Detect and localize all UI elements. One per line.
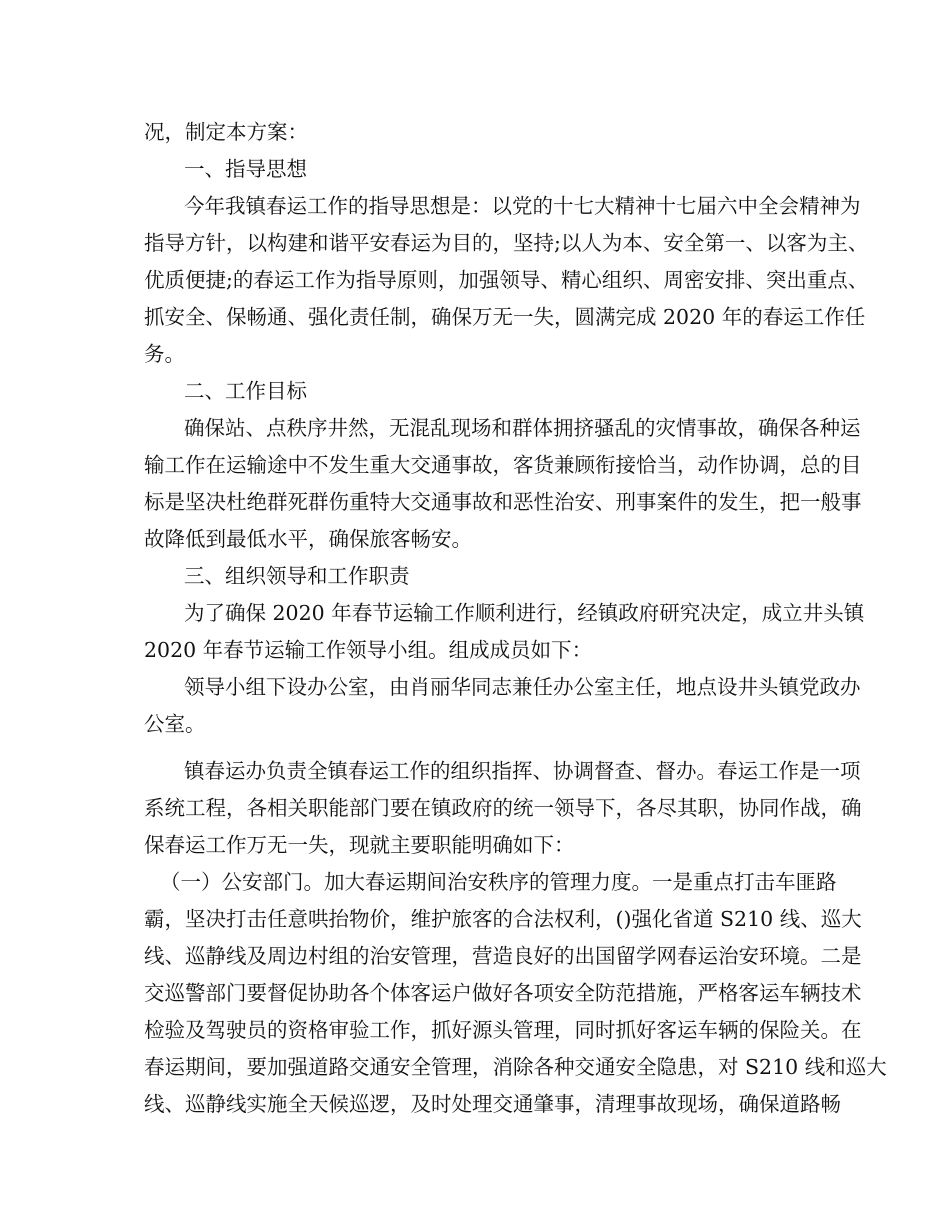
text-line: 2020 年春节运输工作领导小组。组成成员如下： [144, 638, 593, 662]
text-line: 为了确保 2020 年春节运输工作顺利进行，经镇政府研究决定，成立井头镇 [184, 601, 865, 625]
text-line: 故降低到最低水平，确保旅客畅安。 [144, 527, 472, 551]
text-line: 务。 [144, 342, 185, 366]
text-line: 交巡警部门要督促协助各个体客运户做好各项安全防范措施，严格客运车辆技术 [144, 981, 862, 1005]
text-line: 线、巡静线实施全天候巡逻，及时处理交通肇事，清理事故现场，确保道路畅 [144, 1092, 841, 1116]
text-line: 线、巡静线及周边村组的治安管理，营造良好的出国留学网春运治安环境。二是 [144, 944, 862, 968]
text-line: 公室。 [144, 712, 206, 736]
text-line: 霸，坚决打击任意哄抬物价，维护旅客的合法权利，()强化省道 S210 线、巡大 [144, 907, 862, 931]
text-line: 抓安全、保畅通、强化责任制，确保万无一失，圆满完成 2020 年的春运工作任 [144, 305, 866, 329]
text-line: 检验及驾驶员的资格审验工作，抓好源头管理，同时抓好客运车辆的保险关。在 [144, 1018, 862, 1042]
text-line: 镇春运办负责全镇春运工作的组织指挥、协调督查、督办。春运工作是一项 [184, 759, 861, 783]
text-line: 指导方针，以构建和谐平安春运为目的，坚持;以人为本、安全第一、以客为主、 [144, 231, 869, 255]
text-line: 确保站、点秩序井然，无混乱现场和群体拥挤骚乱的灾情事故，确保各种运 [184, 416, 861, 440]
text-line: 系统工程，各相关职能部门要在镇政府的统一领导下，各尽其职，协同作战，确 [144, 796, 862, 820]
section-heading-guiding-ideology: 一、指导思想 [184, 157, 307, 181]
text-line: 保春运工作万无一失，现就主要职能明确如下： [144, 833, 575, 857]
section-heading-organization: 三、组织领导和工作职责 [184, 564, 410, 588]
text-line: 优质便捷;的春运工作为指导原则，加强领导、精心组织、周密安排、突出重点、 [144, 268, 869, 292]
text-line: 标是坚决杜绝群死群伤重特大交通事故和恶性治安、刑事案件的发生，把一般事 [144, 490, 862, 514]
text-line: 春运期间，要加强道路交通安全管理，消除各种交通安全隐患，对 S210 线和巡大 [144, 1055, 887, 1079]
text-line: 输工作在运输途中不发生重大交通事故，客货兼顾衔接恰当，动作协调，总的目 [144, 453, 862, 477]
text-line: 领导小组下设办公室，由肖丽华同志兼任办公室主任，地点设井头镇党政办 [184, 675, 861, 699]
text-line: 今年我镇春运工作的指导思想是：以党的十七大精神十七届六中全会精神为 [184, 194, 861, 218]
section-heading-work-goals: 二、工作目标 [184, 379, 307, 403]
text-line: （一）公安部门。加大春运期间治安秩序的管理力度。一是重点打击车匪路 [160, 870, 837, 894]
text-line: 况，制定本方案： [144, 120, 308, 144]
